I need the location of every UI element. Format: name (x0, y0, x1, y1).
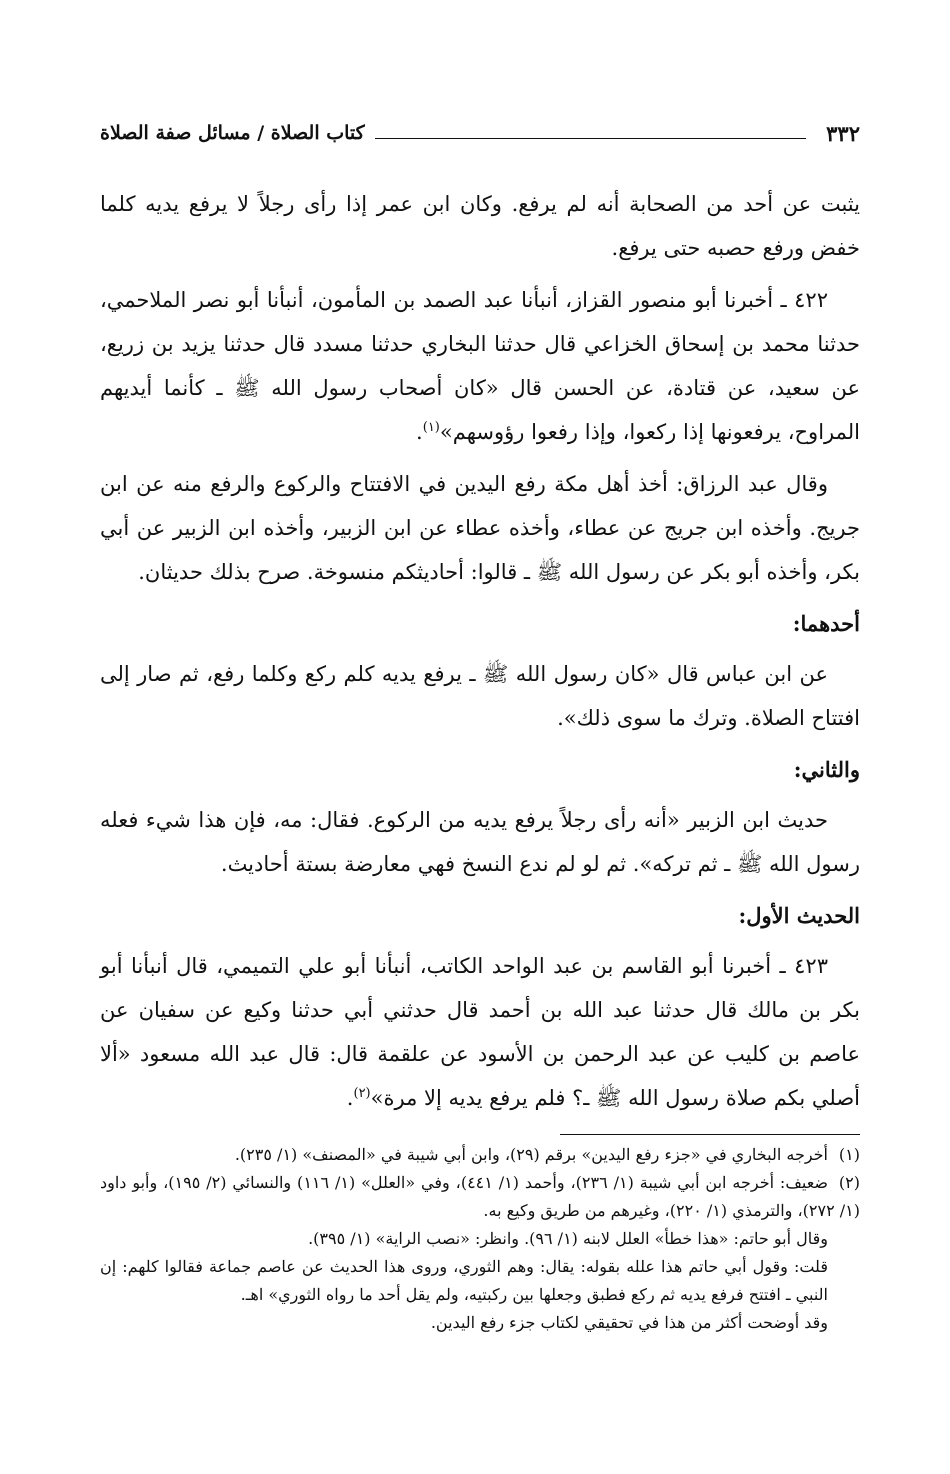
footnote-1-text: أخرجه البخاري في «جزء رفع اليدين» برقم (٢٩)، وابن أبي شيبة في «المصنف» (١/ ٢٣٥). (234, 1145, 828, 1164)
heading-second: والثاني: (793, 757, 860, 782)
paragraph-6-end: . (346, 1086, 354, 1110)
footnote-2 (100, 1169, 860, 1225)
paragraph-2-text: ٤٢٢ ـ أخبرنا أبو منصور القزاز، أنبأنا عبد الصمد بن المأمون، أنبأنا أبو نصر الملاحمي، حدثنا محمد بن إسحاق الخزاعي قال حدثنا البخاري حدثنا مسدد قال حدثنا يزيد بن زريع، عن سعيد، عن قتادة، عن الحسن قال «كان أصحاب رسول الله ﷺ ـ كأنما أيديهم المراوح، يرفعونها إذا ركعوا، وإذا رفعوا رؤوسهم» (100, 288, 860, 444)
footnote-rule (560, 1134, 860, 1135)
heading-first: أحدهما: (792, 611, 860, 636)
footnote-1-number: (١) (838, 1145, 860, 1164)
paragraph-2 (100, 278, 860, 454)
paragraph-6-text: ٤٢٣ ـ أخبرنا أبو القاسم بن عبد الواحد الكاتب، أنبأنا أبو علي التميمي، قال أنبأنا أبو بكر بن مالك قال حدثنا عبد الله بن أحمد قال حدثني أبي حدثنا وكيع عن سفيان عن عاصم بن كليب عن عبد الرحمن بن الأسود عن علقمة قال: قال عبد الله مسعود «ألا أصلي بكم صلاة رسول الله ﷺ ـ؟ فلم يرفع يديه إلا مرة» (100, 954, 860, 1110)
footnote-2-number: (٢) (838, 1173, 861, 1192)
footnote-ref-1: (١) (422, 420, 440, 435)
header-title: كتاب الصلاة / مسائل صفة الصلاة (100, 122, 365, 144)
footnote-1 (100, 1141, 860, 1169)
paragraph-1: يثبت عن أحد من الصحابة أنه لم يرفع. وكان ابن عمر إذا رأى رجلاً لا يرفع يديه كلما خفض ورفع حصبه حتى يرفع. (100, 192, 860, 260)
page-number: ٣٣٢ (826, 120, 860, 146)
paragraph-6 (100, 944, 860, 1120)
footnotes (100, 1141, 860, 1337)
footnote-2-closing: وقد أوضحت أكثر من هذا في تحقيقي لكتاب جزء رفع اليدين. (430, 1313, 828, 1332)
paragraph-3: وقال عبد الرزاق: أخذ أهل مكة رفع اليدين في الافتتاح والركوع والرفع منه عن ابن جريج. وأخذه ابن جريج عن عطاء، وأخذه عطاء عن ابن الزبير، وأخذه ابن الزبير عن أبي بكر، وأخذه أبو بكر عن رسول الله ﷺ ـ قالوا: أحاديثكم منسوخة. صرح بذلك حديثان. (100, 472, 860, 584)
running-header (100, 118, 860, 148)
heading-hadith-one: الحديث الأول: (738, 903, 860, 928)
paragraph-4: عن ابن عباس قال «كان رسول الله ﷺ ـ يرفع يديه كلم ركع وكلما رفع، ثم صار إلى افتتاح الصلاة. وترك ما سوى ذلك». (100, 662, 860, 730)
footnote-2-comment: قلت: وقول أبي حاتم هذا علله بقوله: يقال: وهم الثوري، وروى هذا الحديث عن عاصم جماعة فقالوا كلهم: إن النبي ـ افتتح فرفع يديه ثم ركع فطبق وجعلها بين ركبتيه، ولم يقل أحد ما رواه الثوري» اهـ. (100, 1257, 828, 1304)
book-page (100, 118, 860, 1337)
main-text (100, 182, 860, 1120)
footnote-2-abu-hatim: وقال أبو حاتم: «هذا خطأ» العلل لابنه (١/ ٩٦). وانظر: «نصب الراية» (١/ ٣٩٥). (308, 1229, 828, 1248)
paragraph-2-end: . (416, 420, 423, 444)
paragraph-5: حديث ابن الزبير «أنه رأى رجلاً يرفع يديه من الركوع. فقال: مه، فإن هذا شيء فعله رسول الله ﷺ ـ ثم تركه». ثم لو لم ندع النسخ فهي معارضة بستة أحاديث. (100, 808, 860, 876)
footnote-ref-2: (٢) (353, 1086, 371, 1101)
header-rule (375, 138, 806, 139)
footnote-2-text: ضعيف: أخرجه ابن أبي شيبة (١/ ٢٣٦)، وأحمد (١/ ٤٤١)، وفي «العلل» (١/ ١١٦) والنسائي (٢/ ١٩٥)، وأبو داود (١/ ٢٧٢)، والترمذي (١/ ٢٢٠)، وغيرهم من طريق وكيع به. (100, 1173, 860, 1220)
